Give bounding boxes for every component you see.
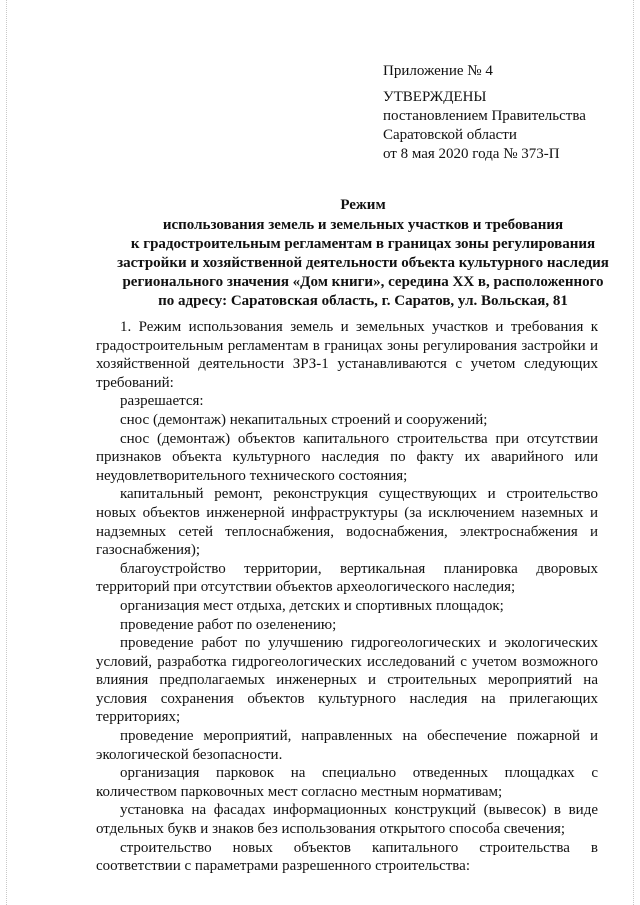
title-line: по адресу: Саратовская область, г. Саратов, ул. Вольская, 81	[158, 293, 568, 309]
document-body	[96, 318, 598, 876]
body-paragraph: организация парковок на специально отведенных площадках с количеством парковочных мест согласно местным нормативам;	[96, 765, 598, 800]
body-paragraph: проведение работ по улучшению гидрогеологических и экологических условий, разработка гидрогеологических исследований с учетом возможного влияния предполагаемых инженерных и строительных мероприятий на условия сохранения объектов культурного наследия на прилегающих территориях;	[96, 635, 598, 726]
body-paragraph: снос (демонтаж) объектов капитального строительства при отсутствии признаков объекта культурного наследия по факту их аварийного или неудовлетворительного технического состояния;	[96, 430, 598, 484]
approved-label: УТВЕРЖДЕНЫ	[383, 89, 487, 105]
body-paragraph: строительство новых объектов капитального строительства в соответствии с параметрами разрешенного строительства:	[96, 839, 598, 875]
body-paragraph: проведение работ по озеленению;	[120, 616, 337, 633]
title-line: застройки и хозяйственной деятельности объекта культурного наследия	[117, 255, 609, 271]
title-line: к градостроительным регламентам в границах зоны регулирования	[130, 236, 596, 252]
title-heading: Режим	[340, 197, 386, 213]
approval-line-2: Саратовской области	[383, 127, 517, 143]
scan-edge-left	[6, 0, 7, 905]
body-paragraph: разрешается:	[120, 393, 204, 410]
annex-number: Приложение № 4	[383, 63, 493, 79]
document-title	[96, 196, 630, 311]
body-paragraph: проведение мероприятий, направленных на обеспечение пожарной и экологической безопасности.	[96, 728, 598, 763]
approval-line-1: постановлением Правительства	[383, 108, 586, 124]
body-paragraph: организация мест отдыха, детских и спортивных площадок;	[120, 597, 504, 614]
body-paragraph: 1. Режим использования земель и земельных участков и требования к градостроительным регламентам в границах зоны регулирования застройки и хозяйственной деятельности ЗРЗ-1 устанавливаются с учетом следующих требований:	[96, 319, 598, 391]
body-paragraph: установка на фасадах информационных конструкций (вывесок) в виде отдельных букв и знаков без использования открытого способа свечения;	[96, 802, 598, 838]
title-line: регионального значения «Дом книги», середина XX в, расположенного	[122, 274, 604, 290]
approval-block	[383, 62, 623, 164]
body-paragraph: благоустройство территории, вертикальная планировка дворовых территорий при отсутствии объектов археологического наследия;	[96, 560, 598, 596]
approval-line-3: от 8 мая 2020 года № 373-П	[383, 146, 560, 162]
scan-edge-right	[633, 0, 634, 905]
body-paragraph: снос (демонтаж) некапитальных строений и сооружений;	[120, 411, 488, 428]
body-paragraph: капитальный ремонт, реконструкция существующих и строительство новых объектов инженерной инфраструктуры (за исключением наземных и надземных сетей теплоснабжения, водоснабжения, электроснабжения и газоснабжения);	[96, 486, 598, 559]
title-line: использования земель и земельных участков и требования	[162, 217, 564, 233]
